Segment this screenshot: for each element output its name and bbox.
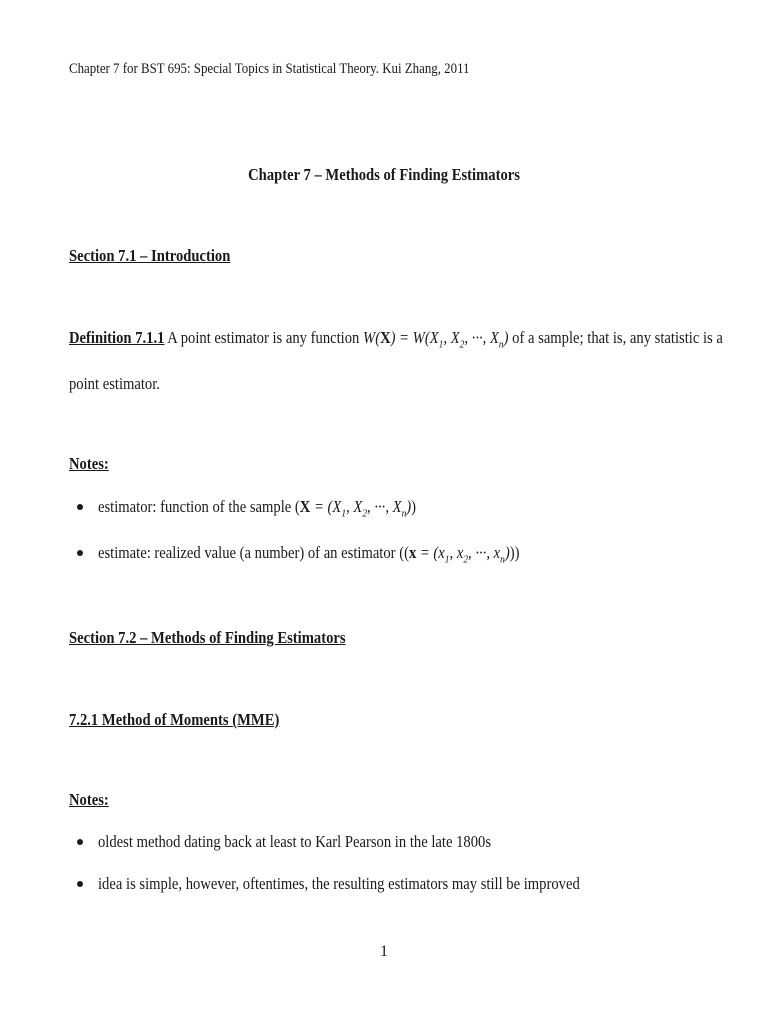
list-item: estimate: realized value (a number) of an estimator (($x = (x_1$, $x_2$, ···, $x_n$))) (77, 543, 588, 565)
sample-formula: $X = (X_1$, $X_2$, ···, $X_n$) (299, 497, 412, 520)
definition-label: Definition 7.1.1 (69, 328, 165, 347)
bullet-icon (77, 839, 83, 845)
realized-formula: $x = (x_1$, $x_2$, ···, $x_n$) (408, 543, 510, 566)
definition-text-after: of a sample; that is, any statistic is a (508, 328, 723, 347)
section-7-1-heading: Section 7.1 – Introduction (69, 246, 231, 265)
bullet-icon (77, 504, 83, 510)
section-7-2-heading: Section 7.2 – Methods of Finding Estimators (69, 628, 346, 647)
list-item: estimator: function of the sample ($X = (X_1$, $X_2$, ···, $X_n$)) (77, 497, 468, 519)
list-item: oldest method dating back at least to Karl Pearson in the late 1800s (77, 832, 555, 852)
running-header: Chapter 7 for BST 695: Special Topics in Statistical Theory. Kui Zhang, 2011 (69, 61, 470, 77)
definition-line-1 (69, 328, 723, 350)
definition-text-before: A point estimator is any function (164, 328, 364, 347)
chapter-title: Chapter 7 – Methods of Finding Estimators (248, 165, 520, 184)
list-item: idea is simple, however, oftentimes, the resulting estimators may still be improved (77, 874, 658, 894)
definition-line-2: point estimator. (69, 374, 160, 393)
bullet-icon (77, 550, 83, 556)
bullet-icon (77, 881, 83, 887)
notes-heading-1: Notes: (69, 454, 109, 473)
page-number: 1 (380, 943, 388, 960)
subsection-7-2-1-heading: 7.2.1 Method of Moments (MME) (69, 710, 280, 729)
notes-heading-2: Notes: (69, 790, 109, 809)
definition-formula: $W(X) = W(X_1$, $X_2$, ···, $X_n$) (363, 328, 509, 351)
